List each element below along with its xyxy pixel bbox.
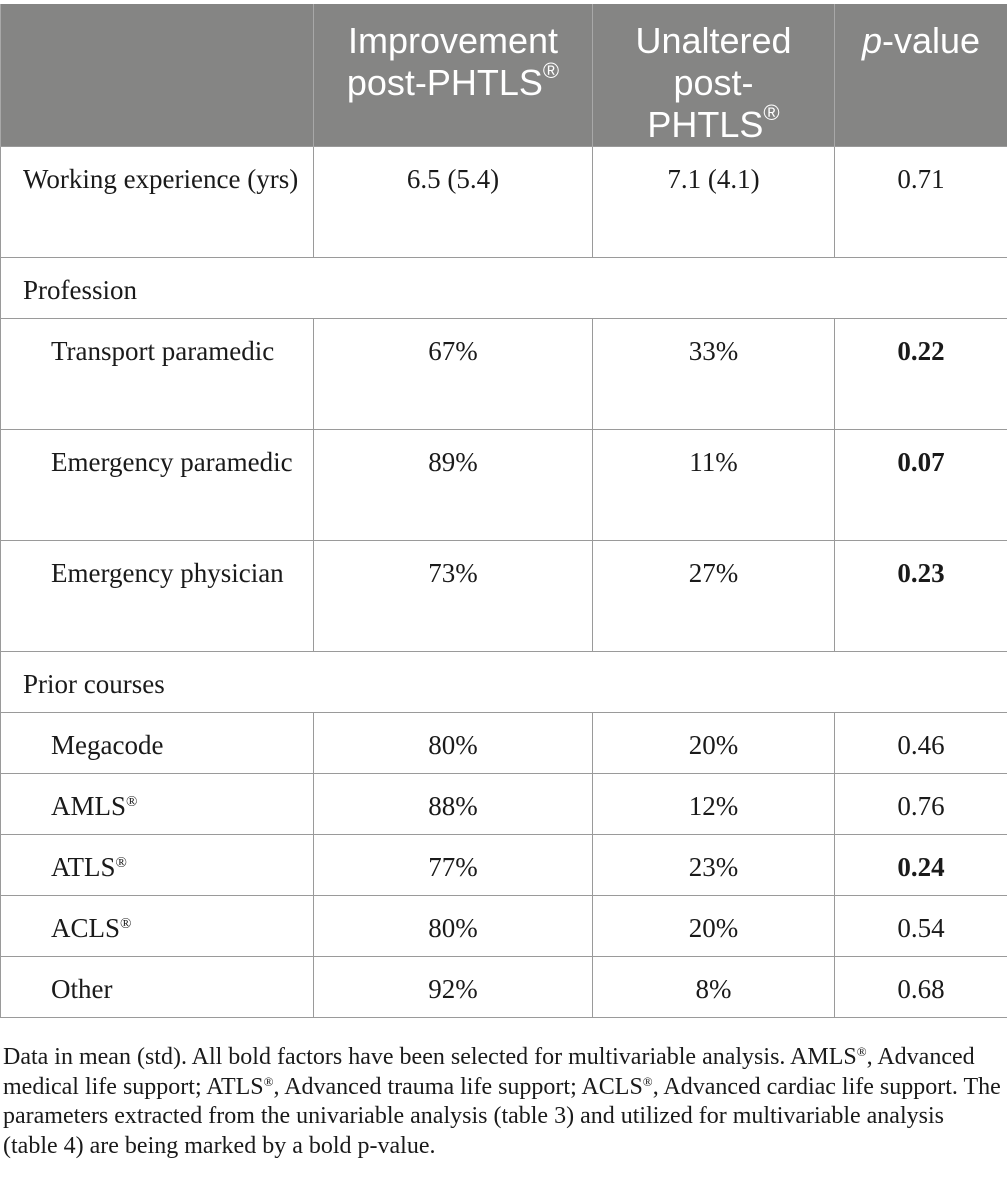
cell-unaltered: 20% [593, 713, 835, 774]
header-improvement-line1: Improvement [347, 20, 559, 61]
cell-improvement: 89% [314, 430, 593, 541]
table-row [1, 541, 1007, 652]
row-label-cell [1, 896, 314, 957]
caption-part1: Data in mean (std). All bold factors have been selected for multivariable analysis. AMLS [3, 1044, 857, 1070]
cell-p-value: 0.68 [835, 957, 1007, 1018]
row-label: AMLS [51, 791, 127, 821]
cell-unaltered: 20% [593, 896, 835, 957]
row-label: Megacode [1, 713, 314, 774]
header-unaltered-line3: PHTLS [647, 104, 764, 145]
row-label: Working experience (yrs) [1, 147, 314, 258]
registered-mark: ® [856, 1044, 867, 1059]
row-label: Emergency physician [1, 541, 314, 652]
cell-p-value: 0.22 [835, 319, 1007, 430]
registered-mark: ® [120, 916, 132, 932]
header-p-italic: p [861, 20, 882, 61]
header-p-rest: -value [881, 20, 981, 61]
header-unaltered-line2: post- [673, 62, 754, 103]
cell-p-value: 0.54 [835, 896, 1007, 957]
caption-part4: , Advanced cardiac life support. The parameters extracted from the univariable analysis (table 3) and utilized for multivariable analysis (table 4) are being marked by a bold p-value. [3, 1073, 1001, 1159]
registered-mark: ® [126, 794, 138, 810]
row-label: ATLS [51, 852, 116, 882]
cell-improvement: 67% [314, 319, 593, 430]
table-row [1, 774, 1007, 835]
table-row [1, 319, 1007, 430]
caption-part3: , Advanced trauma life support; ACLS [273, 1073, 643, 1100]
results-table [0, 4, 1007, 1018]
row-label: ACLS [51, 913, 121, 943]
table-row [1, 835, 1007, 896]
table-row [1, 896, 1007, 957]
header-improvement [314, 4, 593, 147]
table-header-row [1, 4, 1007, 147]
cell-improvement: 80% [314, 896, 593, 957]
caption-part2: , Advanced medical life support; ATLS [3, 1044, 975, 1100]
table-row [1, 957, 1007, 1018]
cell-improvement: 92% [314, 957, 593, 1018]
cell-unaltered: 27% [593, 541, 835, 652]
header-improvement-line2: post-PHTLS [346, 62, 543, 103]
cell-unaltered: 12% [593, 774, 835, 835]
cell-p-value: 0.24 [835, 835, 1007, 896]
header-unaltered [593, 4, 835, 147]
row-label: Transport paramedic [1, 319, 314, 430]
cell-improvement: 80% [314, 713, 593, 774]
cell-p-value: 0.23 [835, 541, 1007, 652]
cell-p-value: 0.07 [835, 430, 1007, 541]
registered-mark: ® [763, 100, 780, 125]
cell-p-value: 0.71 [835, 147, 1007, 258]
registered-mark: ® [642, 1073, 653, 1089]
section-label: Profession [1, 258, 1007, 319]
row-label: Other [1, 957, 314, 1018]
header-unaltered-line1: Unaltered [635, 20, 792, 61]
registered-mark: ® [263, 1073, 274, 1089]
registered-mark: ® [542, 58, 560, 83]
section-label: Prior courses [1, 652, 1007, 713]
table-row [1, 713, 1007, 774]
cell-unaltered: 33% [593, 319, 835, 430]
cell-p-value: 0.76 [835, 774, 1007, 835]
cell-unaltered: 23% [593, 835, 835, 896]
table-caption [3, 1043, 1003, 1161]
row-label-cell [1, 835, 314, 896]
cell-improvement: 77% [314, 835, 593, 896]
cell-unaltered: 7.1 (4.1) [593, 147, 835, 258]
cell-unaltered: 8% [593, 957, 835, 1018]
row-label-cell [1, 774, 314, 835]
table-row [1, 430, 1007, 541]
table-row [1, 147, 1007, 258]
header-empty [1, 4, 314, 147]
header-p-value [835, 4, 1007, 147]
section-row [1, 258, 1007, 319]
cell-unaltered: 11% [593, 430, 835, 541]
section-row [1, 652, 1007, 713]
cell-improvement: 73% [314, 541, 593, 652]
cell-improvement: 6.5 (5.4) [314, 147, 593, 258]
row-label: Emergency paramedic [1, 430, 314, 541]
cell-p-value: 0.46 [835, 713, 1007, 774]
registered-mark: ® [115, 855, 127, 871]
cell-improvement: 88% [314, 774, 593, 835]
